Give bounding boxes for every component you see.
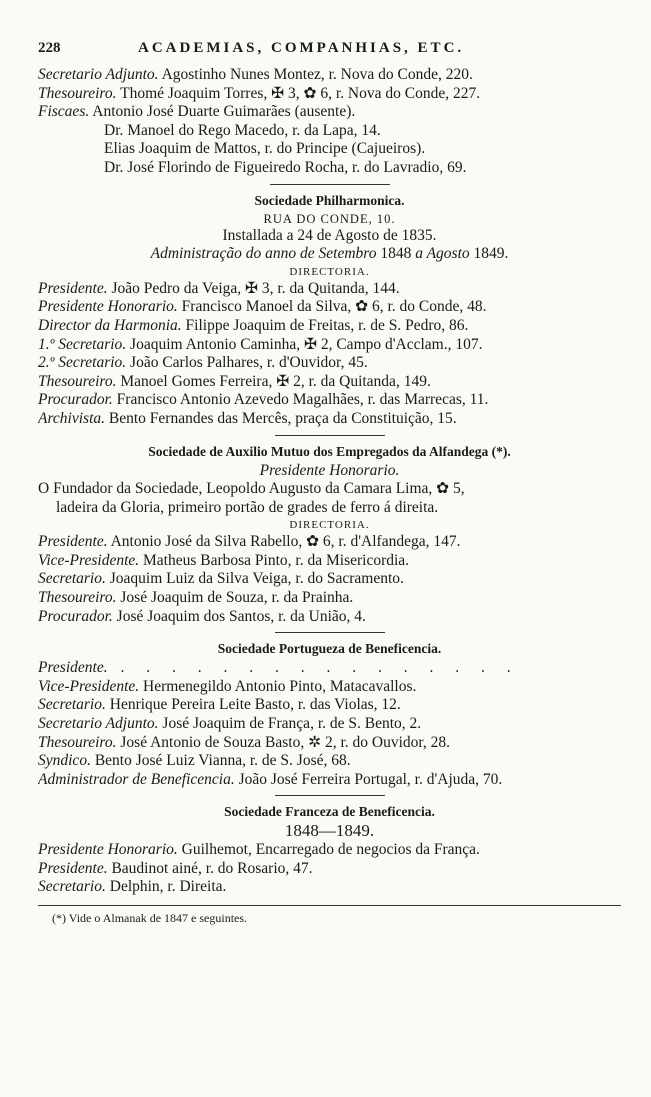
list-item: 1.º Secretario. Joaquim Antonio Caminha, ✠ 2, Campo d'Acclam., 107. xyxy=(38,335,483,353)
list-item: O Fundador da Sociedade, Leopoldo Augusto da Camara Lima, ✿ 5, xyxy=(38,480,465,498)
list-item: Administrador de Beneficencia. João José Ferreira Portugal, r. d'Ajuda, 70. xyxy=(38,770,503,788)
list-item: Director da Harmonia. Filippe Joaquim de Freitas, r. de S. Pedro, 86. xyxy=(38,316,469,334)
section-philharmonica xyxy=(38,191,621,429)
list-item: 2.º Secretario. João Carlos Palhares, r. d'Ouvidor, 45. xyxy=(38,354,368,372)
list-item: Thesoureiro. José Joaquim de Souza, r. da Prainha. xyxy=(38,589,354,607)
administration-period: Administração do anno de Setembro 1848 a Agosto 1849. xyxy=(150,245,509,263)
list-item: Secretario Adjunto. Agostinho Nunes Montez, r. Nova do Conde, 220. xyxy=(38,66,473,83)
list-item: Presidente Honorario. Guilhemot, Encarregado de negocios da França. xyxy=(38,841,480,858)
list-item: Presidente. Antonio José da Silva Rabello, ✿ 6, r. d'Alfandega, 147. xyxy=(38,533,461,551)
list-item: Thesoureiro. Thomé Joaquim Torres, ✠ 3, ✿ 6, r. Nova do Conde, 227. xyxy=(38,84,481,102)
list-item: Presidente. Baudinot ainé, r. do Rosario, 47. xyxy=(38,859,313,877)
list-item: Procurador. Francisco Antonio Azevedo Magalhães, r. das Marrecas, 11. xyxy=(38,391,489,409)
directoria-heading: DIRECTORIA. xyxy=(289,265,370,278)
section-years: 1848—1849. xyxy=(284,822,375,841)
list-item: Presidente Honorario. Francisco Manoel da Silva, ✿ 6, r. do Conde, 48. xyxy=(38,298,487,316)
list-item: Syndico. Bento José Luiz Vianna, r. de S. José, 68. xyxy=(38,752,351,770)
directoria-heading: DIRECTORIA. xyxy=(289,519,370,532)
section-auxilio-mutuo xyxy=(38,442,621,627)
section-divider xyxy=(275,435,385,436)
list-item: Secretario. Joaquim Luiz da Silva Veiga, r. do Sacramento. xyxy=(38,570,404,588)
list-item: Fiscaes. Antonio José Duarte Guimarães (ausente). xyxy=(38,103,356,121)
officers-list-top xyxy=(38,66,621,178)
section-divider xyxy=(275,795,385,796)
footnote-divider xyxy=(38,905,621,906)
section-divider xyxy=(275,632,385,633)
installation-date: Installada a 24 de Agosto de 1835. xyxy=(222,226,437,244)
section-title: Sociedade Philharmonica. xyxy=(254,192,405,208)
section-franceza xyxy=(38,802,621,896)
list-item: Dr. Manoel do Rego Macedo, r. da Lapa, 14. xyxy=(104,121,381,139)
list-item: Presidente. João Pedro da Veiga, ✠ 3, r. da Quitanda, 144. xyxy=(38,279,400,297)
section-divider xyxy=(270,184,390,185)
section-address: RUA DO CONDE, 10. xyxy=(263,211,396,226)
list-item: Dr. José Florindo de Figueiredo Rocha, r. do Lavradio, 69. xyxy=(104,158,467,176)
list-item: Secretario Adjunto. José Joaquim de França, r. de S. Bento, 2. xyxy=(38,715,422,733)
section-title: Sociedade de Auxilio Mutuo dos Empregados da Alfandega (*). xyxy=(148,443,511,459)
list-item: Vice-Presidente. Hermenegildo Antonio Pinto, Matacavallos. xyxy=(38,677,417,695)
page-number: 228 xyxy=(38,40,61,56)
list-item: Thesoureiro. José Antonio de Souza Basto, ✲ 2, r. do Ouvidor, 28. xyxy=(38,733,451,751)
list-item: Thesoureiro. Manoel Gomes Ferreira, ✠ 2, r. da Quitanda, 149. xyxy=(38,372,431,390)
section-title: Sociedade Portugueza de Beneficencia. xyxy=(217,641,442,657)
section-title: Sociedade Franceza de Beneficencia. xyxy=(224,804,435,820)
list-item: Elias Joaquim de Mattos, r. do Principe (Cajueiros). xyxy=(104,140,426,158)
list-item: Archivista. Bento Fernandes das Mercês, praça da Constituição, 15. xyxy=(38,409,457,427)
section-portugueza xyxy=(38,639,621,789)
list-item: Secretario. Henrique Pereira Leite Basto, r. das Violas, 12. xyxy=(38,696,401,714)
list-item: ladeira da Gloria, primeiro portão de grades de ferro á direita. xyxy=(56,498,439,516)
page-header xyxy=(38,40,621,62)
list-item: Procurador. José Joaquim dos Santos, r. da União, 4. xyxy=(38,607,366,625)
running-title: ACADEMIAS, COMPANHIAS, ETC. xyxy=(138,40,465,56)
list-item: Presidente. . . . . . . . . . . . . . . . . xyxy=(38,659,520,677)
list-item: Secretario. Delphin, r. Direita. xyxy=(38,878,227,896)
list-item: Vice-Presidente. Matheus Barbosa Pinto, r. da Misericordia. xyxy=(38,551,410,569)
footnote: (*) Vide o Almanak de 1847 e seguintes. xyxy=(52,910,248,925)
honorary-president-heading: Presidente Honorario. xyxy=(259,461,400,479)
